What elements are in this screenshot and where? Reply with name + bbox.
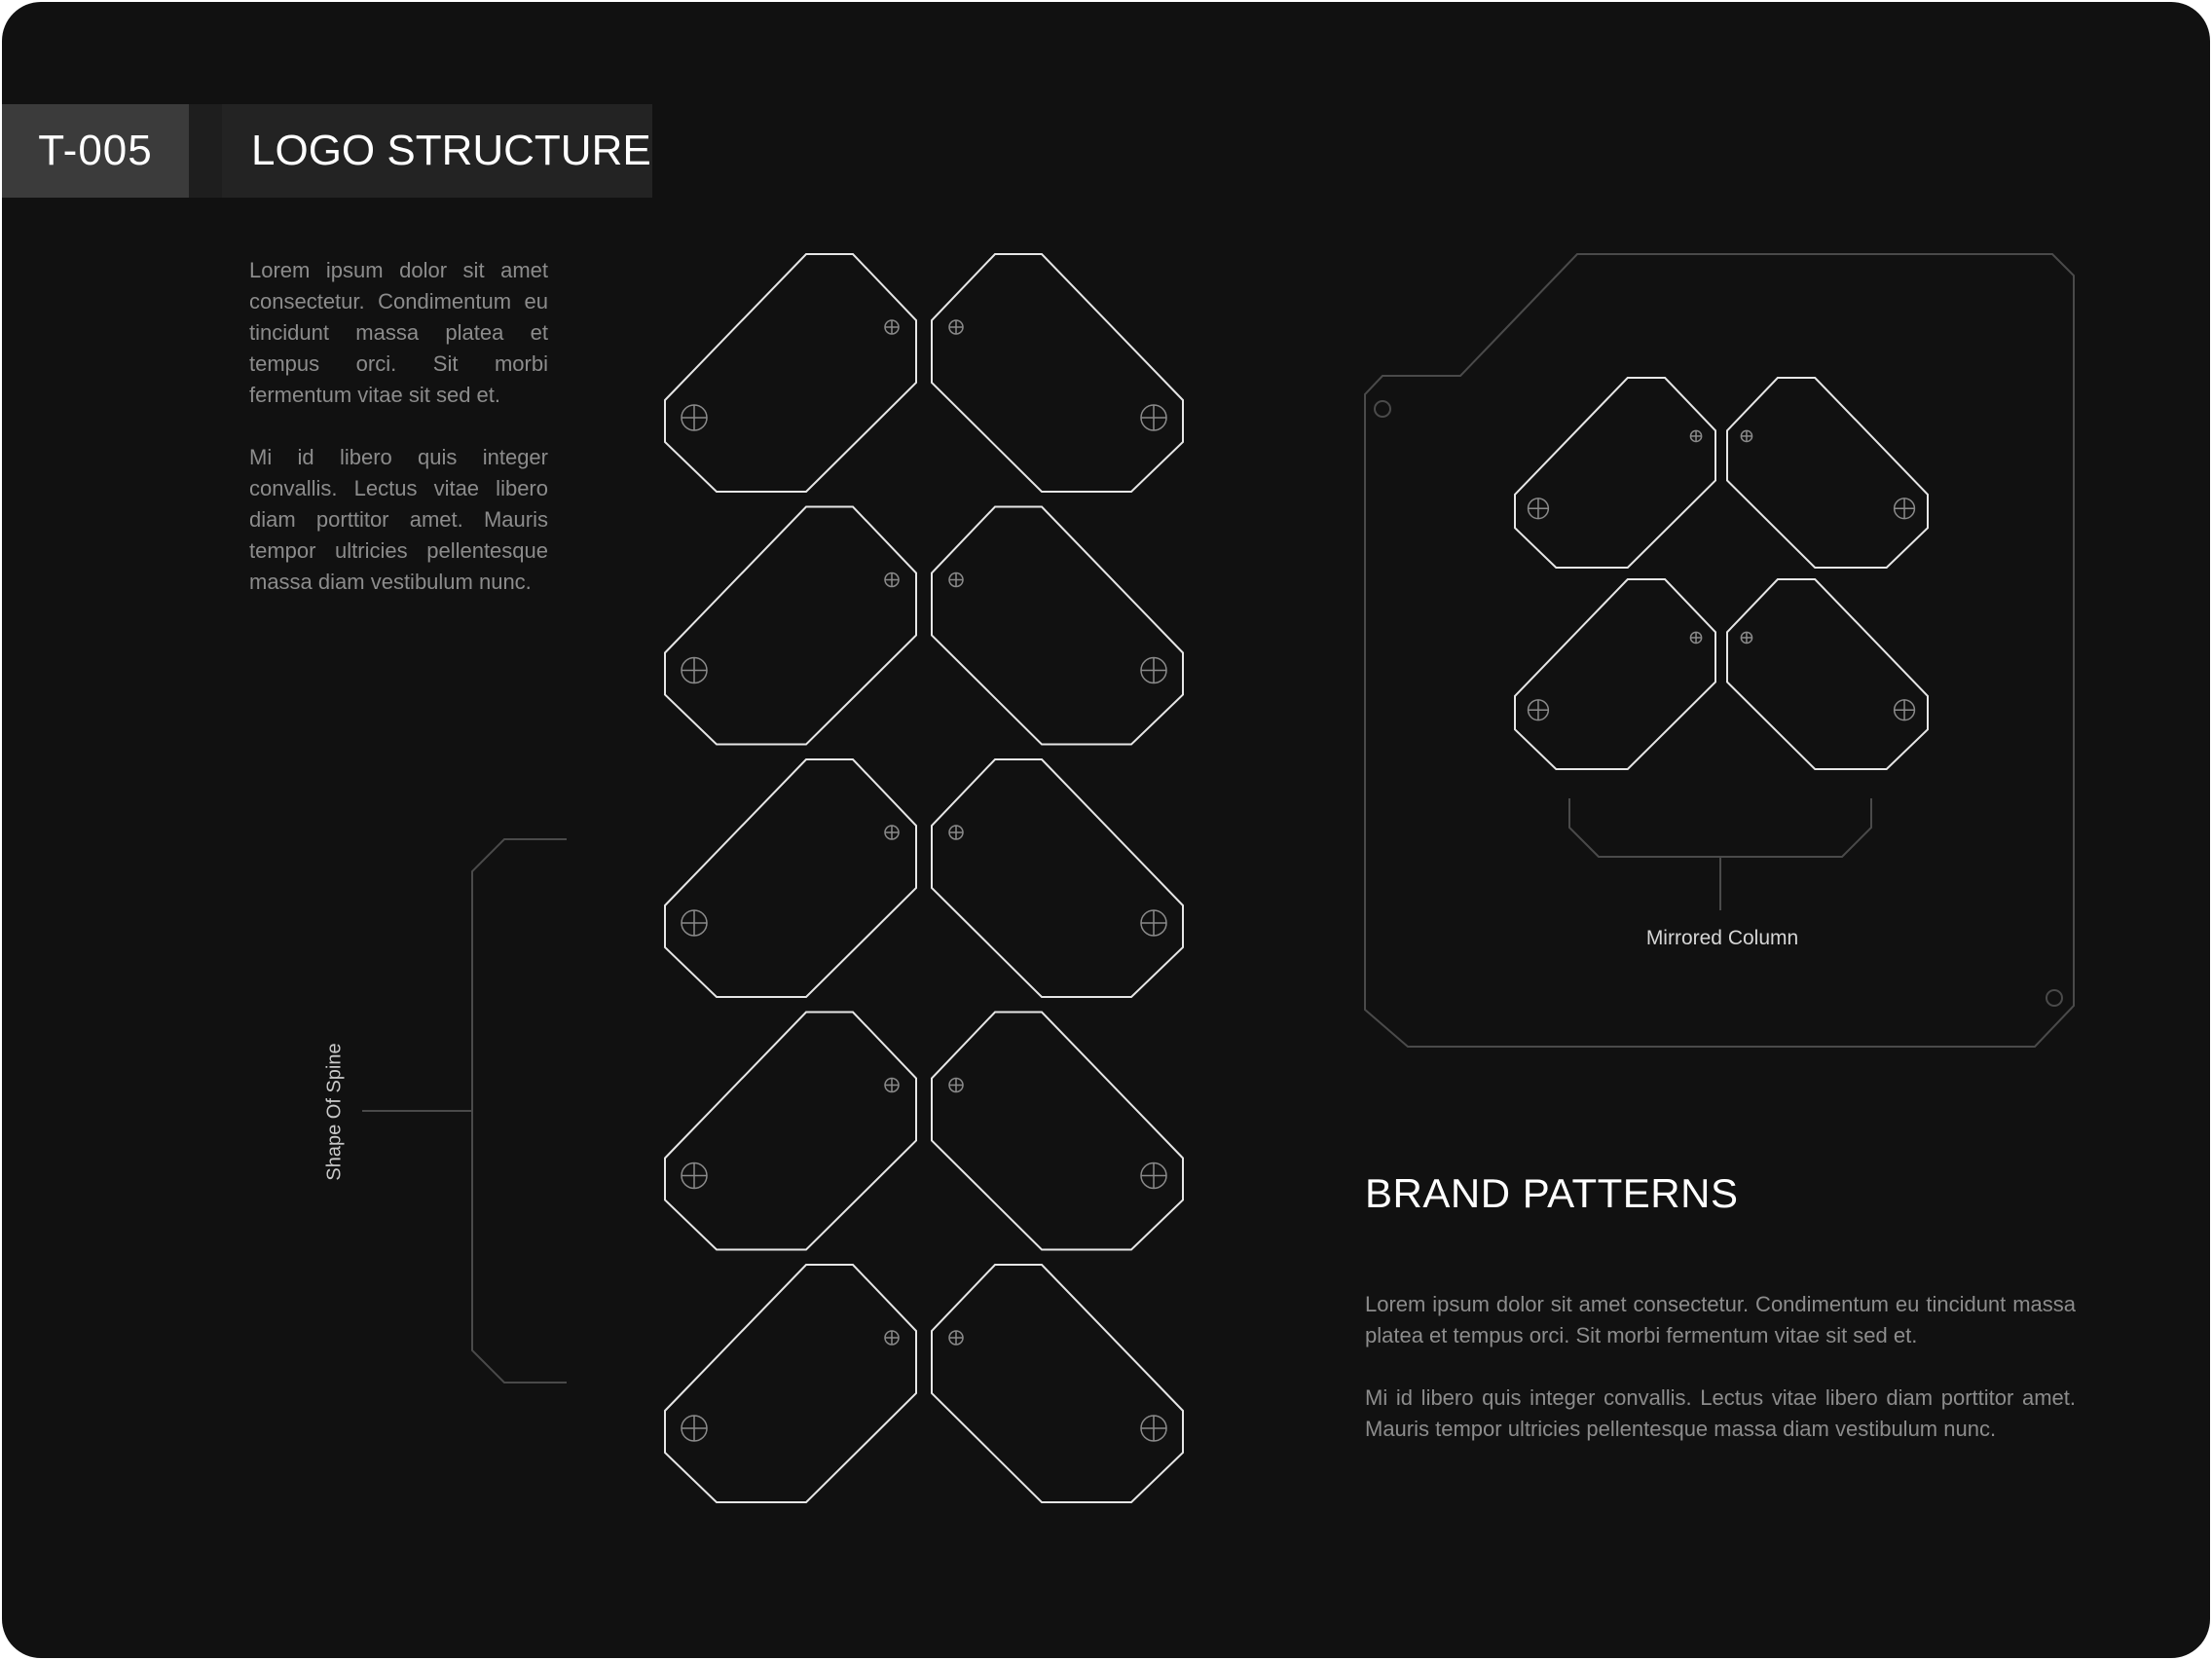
logo-shape-outline [665, 1265, 916, 1502]
logo-shape-outline [1727, 378, 1928, 568]
logo-shape-outline [1727, 579, 1928, 769]
logo-shape-outline [932, 759, 1183, 997]
logo-shape-outline [932, 1265, 1183, 1502]
logo-shape-outline [932, 254, 1183, 492]
logo-shape-outline [665, 254, 916, 492]
brand-paragraph-1: Lorem ipsum dolor sit amet consectetur. Condimentum eu tincidunt massa platea et tempus orci. Sit morbi fermentum vitae sit sed et. [1365, 1292, 2076, 1347]
logo-shape-outline [665, 507, 916, 745]
small-crosshair-icon [885, 1079, 899, 1092]
large-crosshair-icon [1895, 498, 1915, 519]
logo-shape-outline [932, 507, 1183, 745]
spine-shape-right [932, 1013, 1183, 1250]
small-crosshair-icon [1690, 632, 1701, 643]
logo-shape-outline [665, 1013, 916, 1250]
large-crosshair-icon [682, 405, 707, 430]
mirrored-column-bracket [1569, 798, 1871, 910]
spine-shape-right [932, 507, 1183, 745]
small-crosshair-icon [949, 1079, 963, 1092]
small-crosshair-icon [949, 320, 963, 334]
small-crosshair-icon [885, 826, 899, 839]
spine-shape-left [665, 507, 916, 745]
brand-paragraph-2: Mi id libero quis integer convallis. Lectus vitae libero diam porttitor amet. Mauris tempor ultricies pellentesque massa diam vestibulum nunc. [1365, 1385, 2076, 1441]
large-crosshair-icon [1141, 910, 1166, 936]
spine-shape-left [665, 759, 916, 997]
section-title: LOGO STRUCTURE [222, 104, 652, 198]
small-crosshair-icon [885, 573, 899, 587]
spine-shape-right [932, 759, 1183, 997]
large-crosshair-icon [1141, 405, 1166, 430]
mirror-shape-right [1727, 579, 1928, 769]
mirror-shape-right [1727, 378, 1928, 568]
logo-shape-outline [1515, 378, 1715, 568]
large-crosshair-icon [1141, 658, 1166, 683]
mirror-shape-left [1515, 378, 1715, 568]
mirror-shape-left [1515, 579, 1715, 769]
small-crosshair-icon [1741, 632, 1751, 643]
spine-shape-left [665, 1265, 916, 1502]
spine-shape-right [932, 1265, 1183, 1502]
large-crosshair-icon [682, 1163, 707, 1189]
small-crosshair-icon [949, 1331, 963, 1345]
small-crosshair-icon [885, 320, 899, 334]
large-crosshair-icon [1895, 700, 1915, 720]
large-crosshair-icon [1529, 700, 1549, 720]
logo-shape-outline [932, 1013, 1183, 1250]
small-crosshair-icon [1690, 430, 1701, 441]
large-crosshair-icon [682, 910, 707, 936]
spine-bracket [362, 839, 567, 1383]
small-crosshair-icon [949, 826, 963, 839]
large-crosshair-icon [1141, 1163, 1166, 1189]
large-crosshair-icon [1529, 498, 1549, 519]
small-crosshair-icon [885, 1331, 899, 1345]
brand-patterns-title: BRAND PATTERNS [1365, 1170, 1739, 1216]
small-crosshair-icon [949, 573, 963, 587]
intro-paragraph-2: Mi id libero quis integer convallis. Lectus vitae libero diam porttitor amet. Mauris tempor ultricies pellentesque massa diam vestibulum nunc. [249, 445, 548, 594]
spine-shape-left [665, 254, 916, 492]
spine-shape-left [665, 1013, 916, 1250]
section-code-tag: T-005 [2, 104, 189, 198]
spine-shape-right [932, 254, 1183, 492]
mirror-panel-frame [1365, 254, 2074, 1047]
logo-shape-outline [665, 759, 916, 997]
logo-shape-outline [1515, 579, 1715, 769]
intro-paragraph-1: Lorem ipsum dolor sit amet consectetur. Condimentum eu tincidunt massa platea et tempus orci. Sit morbi fermentum vitae sit sed et. [249, 258, 548, 407]
large-crosshair-icon [1141, 1416, 1166, 1441]
large-crosshair-icon [682, 658, 707, 683]
logo-shape-group [665, 254, 1928, 1502]
small-crosshair-icon [1741, 430, 1751, 441]
spine-label: Shape Of Spine [323, 1043, 346, 1181]
large-crosshair-icon [682, 1416, 707, 1441]
mirrored-column-label: Mirrored Column [1645, 927, 1799, 949]
